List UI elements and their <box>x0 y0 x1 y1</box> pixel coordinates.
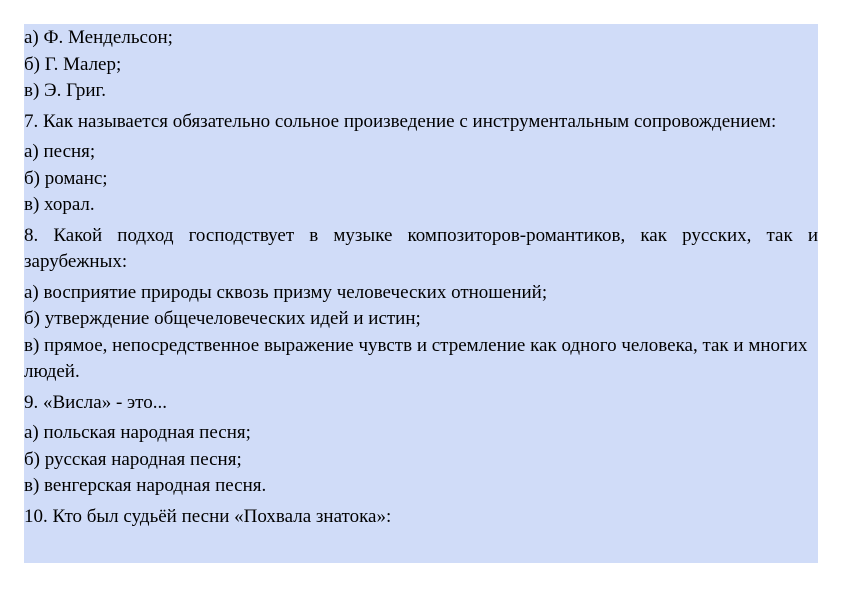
q9-option-a: а) польская народная песня; <box>24 422 251 443</box>
q10-question: 10. Кто был судьёй песни «Похвала знатока»: <box>24 505 392 527</box>
q9-option-c: в) венгерская народная песня. <box>24 475 267 496</box>
q6-option-c: в) Э. Григ. <box>24 80 106 101</box>
q6-option-b: б) Г. Малер; <box>24 53 122 75</box>
q8-option-a: а) восприятие природы сквозь призму человеческих отношений; <box>24 281 548 303</box>
q7-option-a: а) песня; <box>24 141 96 162</box>
q7-question: 7. Как называется обязательно сольное произведение с инструментальным сопровождением: <box>24 110 777 132</box>
q8-question: 8. Какой подход господствует в музыке композиторов-романтиков, как русских, так и зарубежных: <box>24 224 818 272</box>
q8-option-b: б) утверждение общечеловеческих идей и истин; <box>24 308 421 329</box>
q9-option-b: б) русская народная песня; <box>24 448 242 470</box>
q7-option-c: в) хорал. <box>24 194 95 215</box>
quiz-content <box>24 25 818 530</box>
q9-question: 9. «Висла» - это... <box>24 391 167 413</box>
q7-option-b: б) романс; <box>24 167 108 189</box>
q8-option-c: в) прямое, непосредственное выражение чувств и стремление как одного человека, так и многих людей. <box>24 334 808 382</box>
q6-option-a: а) Ф. Мендельсон; <box>24 27 173 48</box>
